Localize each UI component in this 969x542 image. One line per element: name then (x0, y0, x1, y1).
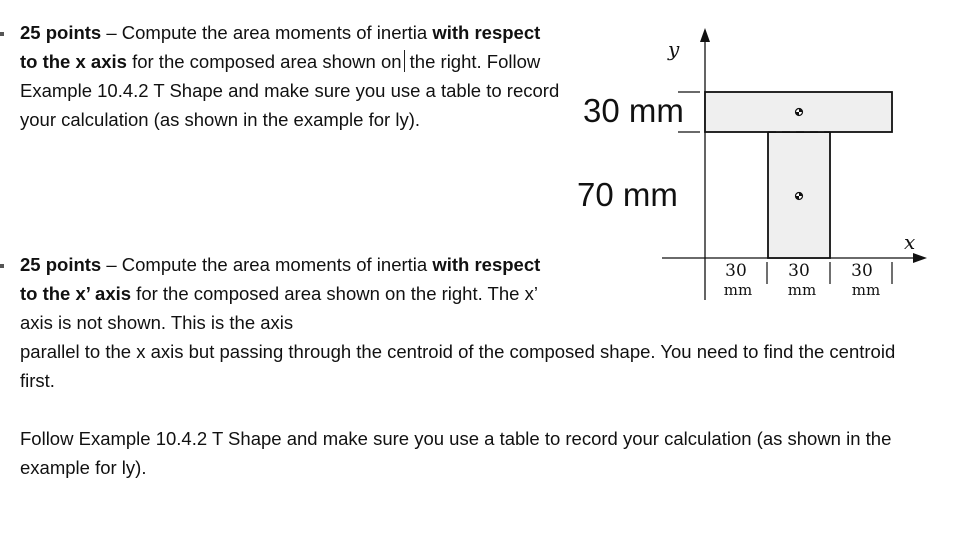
t-shape-figure (570, 20, 940, 310)
y-axis-arrow-icon (700, 28, 710, 42)
problem-2-intro: – Compute the area moments of inertia (101, 254, 433, 275)
problem-2-emphasis: with respect to the x’ axis (20, 254, 541, 304)
problem-2-follow: Follow Example 10.4.2 T Shape and make sure you use a table to record your calculation (as shown in the example for ly). (20, 428, 892, 478)
width-segment-1-unit: mm (723, 281, 753, 299)
problem-2-continuation: parallel to the x axis but passing through the centroid of the composed shape. You need to find the centroid first. (20, 341, 896, 391)
web-centroid-marker (796, 193, 803, 200)
problem-2-text (20, 250, 560, 337)
bullet-marker-2 (0, 264, 4, 268)
problem-1-text (20, 18, 560, 134)
x-axis-label: x (904, 230, 916, 254)
x-axis-arrow-icon (913, 253, 927, 263)
text-cursor (404, 50, 405, 72)
problem-1-body: the right. Follow Example 10.4.2 T Shape and make sure you use a table to record your calculation (as shown in the example for ly). (20, 51, 560, 130)
problem-1-points: 25 points (20, 22, 102, 43)
width-segment-3-value: 30 (851, 261, 873, 281)
problem-1-intro: – Compute the area moments of inertia (101, 22, 433, 43)
web-height-label: 70 mm (577, 176, 678, 213)
width-segment-2-unit: mm (787, 281, 817, 299)
problem-2-points: 25 points (20, 254, 102, 275)
bullet-marker-1 (0, 32, 4, 36)
width-segment-1-value: 30 (725, 261, 747, 281)
width-segment-3-unit: mm (851, 281, 881, 299)
flange-thickness-label: 30 mm (583, 92, 684, 129)
problem-1-emphasis: with respect to the x axis (20, 22, 541, 72)
problem-1-line-rest: for the composed area shown on (126, 51, 402, 72)
problem-2-line-rest: for the composed area shown on the right. The x’ axis is not shown. This is the axis (20, 283, 538, 333)
flange-centroid-marker (796, 109, 803, 116)
y-axis-label: y (668, 37, 680, 61)
width-segment-2-value: 30 (788, 261, 810, 281)
